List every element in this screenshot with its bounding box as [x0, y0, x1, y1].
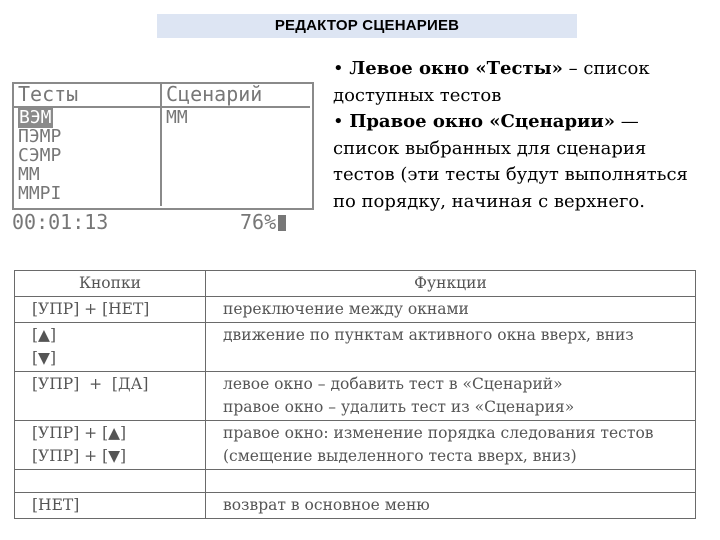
column-header-functions: Функции [206, 271, 696, 297]
description [333, 56, 708, 215]
description-item-scenarios: • Правое окно «Сценарии» — список выбранных для сценария тестов (эти тесты будут выполняться по порядку, начиная с верхнего. [333, 111, 688, 212]
keys-cell: [▲] [▼] [15, 323, 206, 372]
tests-list-item-selected[interactable]: ВЭМ [19, 107, 52, 128]
keys-cell: [УПР] + [ДА] [15, 372, 206, 421]
functions-cell: левое окно – добавить тест в «Сценарий» правое окно – удалить тест из «Сценария» [206, 372, 696, 421]
functions-cell [206, 470, 696, 493]
scenarios-list [166, 108, 188, 127]
lcd-column-divider [160, 82, 162, 206]
functions-cell: возврат в основное меню [206, 493, 696, 519]
battery-icon [278, 215, 286, 231]
table-row [15, 421, 696, 470]
functions-cell: движение по пунктам активного окна вверх, вниз [206, 323, 696, 372]
scenarios-list-item[interactable]: ММ [166, 107, 188, 128]
functions-cell: правое окно: изменение порядка следования тестов (смещение выделенного теста вверх, вниз) [206, 421, 696, 470]
description-item-tests: • Левое окно «Тесты» – список доступных тестов [333, 58, 650, 106]
table-row [15, 323, 696, 372]
key-functions-table [14, 270, 696, 519]
battery-status [240, 210, 286, 234]
table-row-empty [15, 470, 696, 493]
table-row [15, 297, 696, 323]
keys-cell: [УПР] + [НЕТ] [15, 297, 206, 323]
tests-window-title: Тесты [18, 82, 79, 106]
table-row [15, 493, 696, 519]
tests-list [18, 108, 61, 203]
keys-cell: [НЕТ] [15, 493, 206, 519]
column-header-keys: Кнопки [15, 271, 206, 297]
battery-level: 76% [240, 210, 277, 234]
table-row [15, 372, 696, 421]
tests-list-item[interactable]: ПЭМР [18, 126, 62, 147]
tests-list-item[interactable]: ММРI [18, 183, 62, 204]
table-header-row [15, 271, 696, 297]
page-title: РЕДАКТОР СЦЕНАРИЕВ [157, 14, 577, 38]
tests-list-item[interactable]: ММ [18, 164, 40, 185]
scenarios-window-title: Сценарий [166, 82, 263, 106]
functions-cell: переключение между окнами [206, 297, 696, 323]
tests-list-item[interactable]: СЭМР [18, 145, 62, 166]
keys-cell [15, 470, 206, 493]
keys-cell: [УПР] + [▲] [УПР] + [▼] [15, 421, 206, 470]
timer-readout: 00:01:13 [12, 210, 109, 234]
lcd-screen [12, 82, 314, 237]
